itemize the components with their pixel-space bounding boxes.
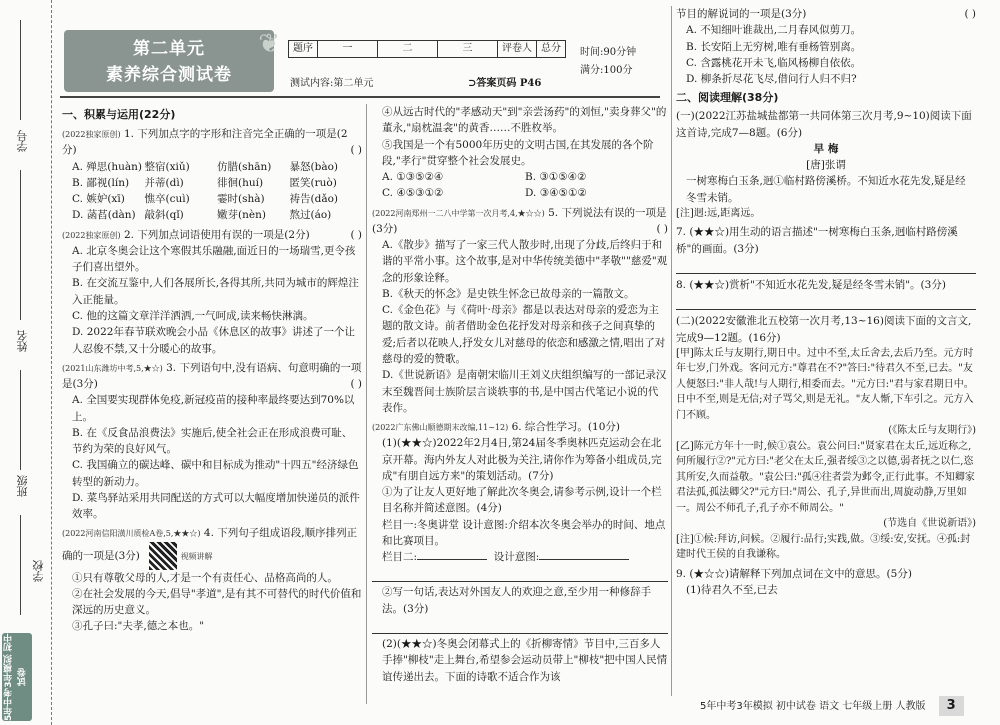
question-1	[62, 126, 362, 224]
sub-question: ①为了让友人更好地了解此次冬奥会,请参考示例,设计一个栏目名称并简述意图。(4分)	[382, 486, 662, 515]
question-source: (2022河南郑州一二八中学第一次月考,4,★☆☆)	[372, 208, 545, 218]
test-scope: 测试内容:第二单元	[290, 78, 374, 89]
answer-blank: ( )	[350, 378, 362, 391]
column-divider	[366, 104, 367, 704]
question-text: 6. 综合性学习。(10分)	[511, 421, 620, 434]
sentence: ②在社会发展的今天,倡导"孝道",是有其不可替代的时代价值和深远的历史意义。	[72, 587, 362, 617]
score-header: 二	[378, 41, 438, 58]
option: 敲斜(qǐ)	[144, 209, 184, 222]
score-header: 总分	[537, 41, 566, 58]
full-score: 满分:100分	[580, 65, 633, 76]
question-source: (2022河南信阳潢川质检A卷,5,★★☆)	[62, 529, 201, 539]
option: 徘徊(huí)	[217, 176, 264, 189]
page-footer	[700, 696, 990, 716]
option: D. 2022年春节联欢晚会小品《休息区的故事》讲述了一个让人忍俊不禁,又十分暖心的故事。	[72, 326, 355, 355]
option: A. 不知细叶谁裁出,二月春风似剪刀。	[686, 24, 862, 37]
passage-yi: [乙]陈元方年十一时,候①袁公。袁公问曰:"贤家君在太丘,远近称之,何所履行②?"元方曰:"老父在太丘,强者绥③之以德,弱者抚之以仁,恣其所安,久而益敬。"袁公曰:"孤④往者尝为邺令,正行此事。不知卿家君法孤,孤法卿父?"元方曰:"周公、孔子,异世而出,周旋动静,万里如一。周公不师孔子,孔子亦不师周公。"	[676, 440, 975, 514]
label-school: 学校	[32, 560, 45, 582]
question-5	[372, 205, 668, 416]
option: B. 在《反食品浪费法》实施后,使全社会正在形成浪费可耻、节约为荣的良好风气。	[72, 426, 353, 456]
option: B. 长安陌上无穷树,唯有垂杨管别离。	[686, 40, 862, 53]
test-title: 素养综合测试卷	[106, 65, 232, 86]
option-row	[62, 191, 362, 207]
answer-blank: ( )	[964, 8, 976, 20]
option: D. 菜鸟驿站采用共同配送的方式可以大幅度增加快递员的派件效率。	[72, 491, 360, 521]
option: A. 北京冬奥会让这个寒假其乐融融,面近日的一场瑞雪,更令孩子们喜出望外。	[72, 244, 356, 274]
option: B. 在交流互鉴中,人们各展所长,各得其所,共同为城市的辉煌注入正能量。	[72, 277, 359, 306]
sub-question: (2)(★★☆)冬奥会闭幕式上的《折柳寄情》节目中,三百多人手捧"柳枝"走上舞台,希望参会运动员带上"柳枝"把中国人民情谊传递出去。下面的诗歌不适合作为该	[382, 637, 668, 683]
column-3	[676, 6, 976, 598]
passage-intro: (一)(2022江苏盐城盐都第一共同体第三次月考,9~10)阅读下面这首诗,完成7—8题。(6分)	[676, 110, 972, 139]
binding-strip	[0, 0, 52, 725]
poem-note: [注]迥:远,距离远。	[676, 207, 761, 219]
question-2	[62, 227, 362, 357]
option: A. 殚思(huàn)	[72, 160, 142, 173]
label-name: 姓名	[16, 330, 29, 352]
poem-body: 一树寒梅白玉条,迥①临村路傍溪桥。不知近水花先发,疑是经冬雪未销。	[686, 175, 966, 204]
column-1	[62, 104, 362, 635]
option: C. 我国确立的碳达峰、碳中和目标成为推动"十四五"经济绿色转型的新动力。	[72, 459, 359, 488]
option: 并蒂(dì)	[144, 176, 184, 189]
answer-blank: ( )	[350, 228, 362, 241]
option-row	[62, 175, 362, 191]
option: D. ③④⑤①②	[525, 187, 587, 200]
option: A. 全国要实现群体免疫,新冠疫苗的接种率最终要达到70%以上。	[72, 394, 355, 423]
column-label: 栏目二:	[382, 551, 418, 564]
poem-author: [唐]张谓	[806, 159, 846, 172]
option: 整宿(xiǔ)	[144, 160, 190, 173]
question-9: 9. (★☆☆)请解释下列加点词在文中的意思。(5分)	[676, 567, 912, 580]
option: C. 嫉妒(xī)	[72, 193, 125, 206]
label-student-no: 学号	[16, 130, 29, 152]
score-table	[288, 40, 566, 58]
passage-note: [注]①候:拜访,问候。②履行:品行;实践,做。③绥:安,安抚。④孤:封建时代王侯的自我谦称。	[676, 533, 971, 561]
question-source: (2022独家原创)	[62, 130, 121, 140]
score-header: 三	[438, 41, 498, 58]
column-divider	[671, 6, 672, 696]
question-text: 3. 下列语句中,没有语病、句意明确的一项是(3分)	[62, 361, 362, 391]
answer-line[interactable]	[676, 295, 976, 310]
option: A. ①③⑤②④	[382, 171, 444, 184]
question-text: 节目的解说词的一项是(3分)	[676, 8, 807, 20]
option: D. 菡萏(dàn)	[72, 209, 136, 222]
question-text: 4. 下列句子组成语段,顺序排列正确的一项是(3分)	[62, 527, 358, 562]
option: C.《金色花》与《荷叶·母亲》都是以表达对母亲的爱恋为主题的散文诗。前者借助金色花抒发对母亲和孩子之间真挚的爱;后者以花映人,抒发女儿对慈母的依恋和感激之情,唱出了对慈母的爱的赞歌。	[382, 304, 666, 365]
option: 匿笑(ruò)	[289, 176, 337, 189]
answer-blank: ( )	[350, 144, 362, 157]
question-4	[62, 525, 362, 634]
brand-logo: 5年中考3年模拟 初中试卷	[2, 633, 32, 721]
video-label: 视频讲解	[180, 551, 213, 561]
question-3	[62, 360, 362, 523]
option: 熬过(áo)	[289, 209, 332, 222]
question-source: (2022广东佛山顺德期末改编,11~12)	[372, 423, 509, 433]
sentence: ①只有尊敬父母的人,才是一个有责任心、品格高尚的人。	[72, 571, 338, 584]
question-text: 5. 下列说法有误的一项是(3分)	[372, 206, 667, 235]
option: A.《散步》描写了一家三代人散步时,出现了分歧,后终归于和谐的平常小事。这个故事,是对中华传统美德中"孝敬""慈爱"观念的形象诠释。	[382, 239, 668, 284]
option: B. ③①⑤④②	[525, 171, 587, 184]
option: 霎时(shà)	[217, 193, 265, 206]
option-row	[62, 207, 362, 223]
footer-text: 5年中考3年模拟 初中试卷 语文 七年级上册 人教版	[700, 701, 926, 712]
test-meta	[580, 44, 636, 80]
option: C. 含露桃花开未飞,临风杨柳自依依。	[686, 56, 862, 69]
option: 嫩芽(nèn)	[217, 209, 266, 222]
sub-question: (1)待君久不至,已去	[686, 584, 778, 597]
section-heading: 一、积累与运用(22分)	[62, 108, 176, 121]
answer-line[interactable]	[372, 549, 668, 565]
option: 憔卒(cuì)	[144, 193, 190, 206]
question-6-tail	[676, 6, 976, 22]
intent-label: 设计意图:	[493, 551, 540, 564]
passage-jia: [甲]陈太丘与友期行,期日中。过中不至,太丘舍去,去后乃至。元方时年七岁,门外戏。客问元方:"尊君在不?"答曰:"待君久不至,已去。"友人便怒曰:"非人哉!与人期行,相委而去。"元方曰:"君与家君期日中。日中不至,则是无信;对子骂父,则是无礼。"友人惭,下车引之。元方入门不顾。	[676, 347, 974, 421]
poem-title: 早 梅	[813, 142, 839, 155]
option: 暴怒(bào)	[289, 160, 338, 173]
sentence: ③孔子曰:"夫孝,德之本也。"	[72, 620, 205, 633]
option: D.《世说新语》是南朝宋临川王刘义庆组织编写的一部记录汉末至魏晋间士族阶层言谈轶事的书,是中国古代笔记小说的代表作。	[382, 369, 667, 414]
question-source: (2022独家原创)	[62, 230, 121, 240]
answer-page-ref: ⊃答案页码 P46	[468, 78, 542, 89]
option-row	[372, 185, 668, 201]
answer-line[interactable]	[372, 619, 668, 634]
score-header: 评卷人	[498, 41, 537, 58]
question-text: 1. 下列加点字的字形和注音完全正确的一项是(2分)	[62, 128, 348, 157]
section-heading: 二、阅读理解(38分)	[676, 91, 779, 105]
example: 栏目一:冬奥讲堂 设计意图:介绍本次冬奥会举办的时间、地点和比赛项目。	[382, 518, 666, 547]
header-rule	[60, 96, 660, 98]
option-row	[372, 169, 668, 185]
option: B.《秋天的怀念》是史铁生怀念已故母亲的一篇散文。	[382, 287, 635, 300]
option: C. 他的这篇文章洋洋洒洒,一气呵成,读来畅快淋漓。	[72, 309, 314, 322]
time-limit: 时间:90分钟	[580, 47, 637, 58]
answer-blank: ( )	[656, 222, 668, 235]
label-class: 班级	[16, 475, 29, 497]
column-2	[372, 104, 668, 685]
option: 仿腊(shān)	[217, 160, 272, 173]
option: C. ④⑤③①②	[382, 187, 444, 200]
sub-question: (1)(★★☆)2022年2月4日,第24届冬季奥林匹克运动会在北京开幕。海内外友人对此极为关注,请你作为筹备小组成员,完成"有朋自远方来"的策划活动。(7分)	[382, 437, 662, 482]
question-6	[372, 419, 668, 685]
question-text: 2. 下列加点词语使用有误的一项是(2分)	[123, 228, 310, 241]
answer-line[interactable]	[676, 259, 976, 274]
sentence: ⑤我国是一个有5000年历史的文明古国,在其发展的各个阶段,"孝行"贯穿整个社会发展史。	[382, 138, 654, 167]
passage-source: (《陈太丘与友期行》)	[888, 425, 976, 437]
sub-question: ②写一句话,表达对外国友人的欢迎之意,至少用一种修辞手法。(3分)	[382, 586, 652, 615]
passage-intro: (二)(2022安徽淮北五校第一次月考,13~16)阅读下面的文言文,完成9—12题。(16分)	[676, 315, 972, 344]
page-number: 3	[939, 696, 964, 716]
answer-line[interactable]	[372, 567, 668, 582]
option: 祷告(dǎo)	[289, 193, 338, 206]
question-7: 7. (★★☆)用生动的语言描述"一树寒梅白玉条,迥临村路傍溪桥"的画面。(3分)	[676, 226, 958, 255]
option: B. 鄙视(lín)	[72, 176, 130, 189]
option-row	[62, 159, 362, 175]
question-8: 8. (★★☆)赏析"不知近水花先发,疑是经冬雪未销"。(3分)	[676, 279, 946, 291]
qr-code-icon[interactable]	[149, 542, 177, 570]
passage-source: (节选自《世说新语》)	[883, 518, 976, 530]
option: D. 柳条折尽花飞尽,借问行人归不归?	[686, 73, 857, 86]
leaf-decoration-icon: ❦	[258, 29, 280, 59]
sentence: ④从远古时代的"孝感动天"到"亲尝汤药"的刘恒,"卖身葬父"的董永,"扇枕温衾"的黄香……不胜枚举。	[382, 106, 667, 135]
unit-title-banner	[64, 29, 280, 92]
score-header: 一	[318, 41, 378, 58]
score-header: 题序	[289, 41, 318, 58]
unit-title: 第二单元	[133, 39, 205, 59]
question-source: (2021山东潍坊中考,5,★☆)	[62, 363, 163, 373]
